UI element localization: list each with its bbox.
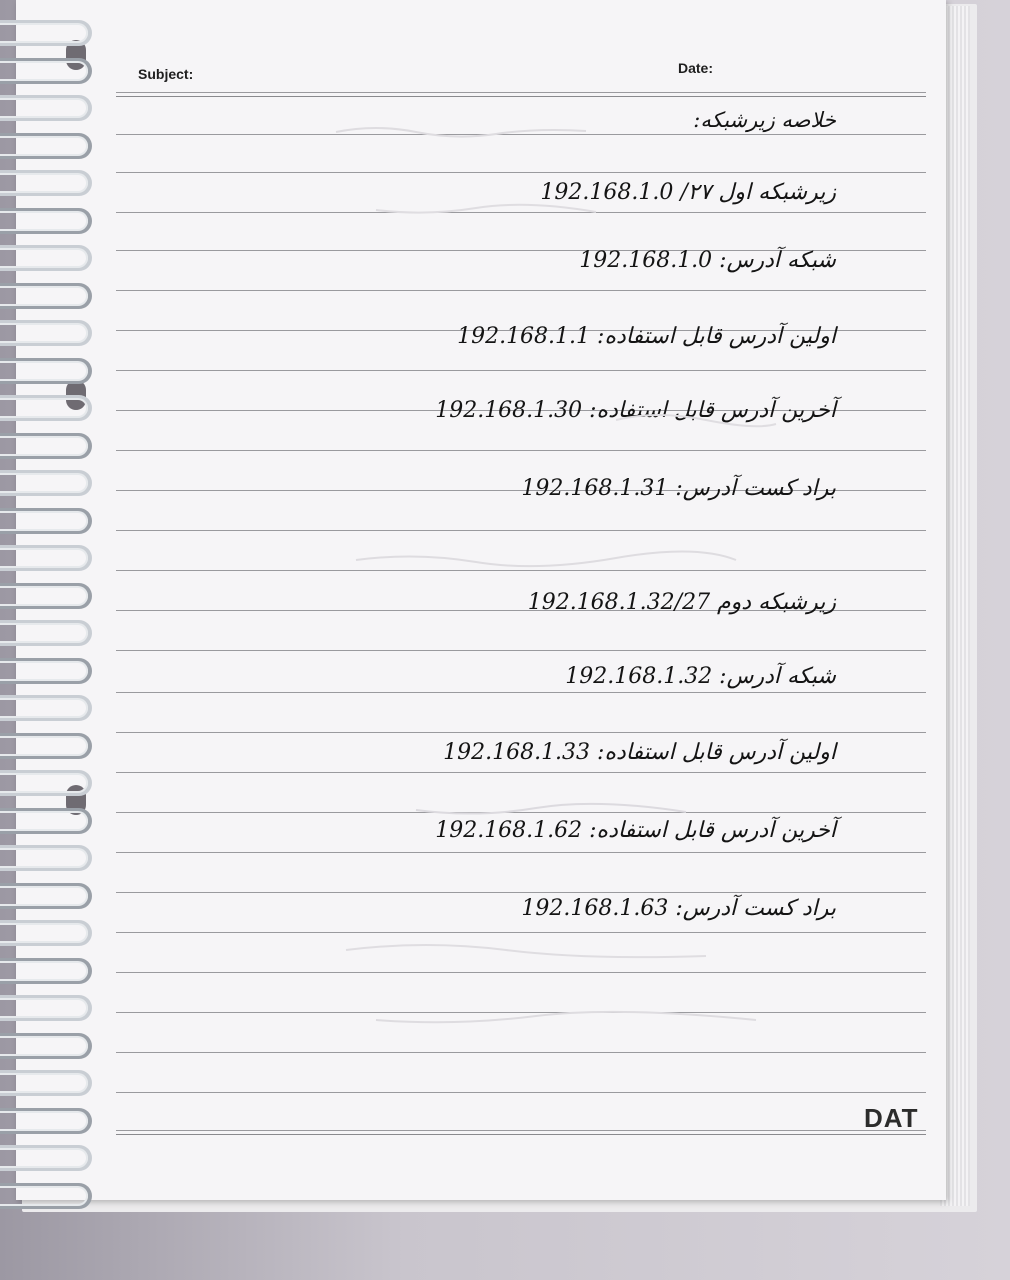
spiral-ring-highlight — [0, 286, 88, 306]
note-line: اولین آدرس قابل استفاده: 192.168.1.1 — [457, 324, 836, 349]
note-line: آخرین آدرس قابل استفاده: 192.168.1.30 — [435, 398, 836, 423]
spiral-ring-highlight — [0, 773, 88, 793]
note-line: زیرشبکه دوم 192.168.1.32/27 — [527, 590, 836, 615]
spiral-ring-highlight — [0, 1148, 88, 1168]
ruled-line — [116, 1092, 926, 1093]
spiral-ring-highlight — [0, 1186, 88, 1206]
spiral-ring-highlight — [0, 548, 88, 568]
note-line: براد کست آدرس: 192.168.1.63 — [521, 896, 836, 921]
note-line: شبکه آدرس: 192.168.1.0 — [579, 248, 836, 273]
footer-rule — [116, 1130, 926, 1131]
spiral-ring-highlight — [0, 248, 88, 268]
date-label: Date: — [678, 60, 714, 76]
note-line: زیرشبکه اول ۲۷/ 192.168.1.0 — [540, 180, 836, 205]
spiral-ring-highlight — [0, 323, 88, 343]
spiral-ring-highlight — [0, 1073, 88, 1093]
subject-label: Subject: — [138, 66, 194, 82]
spiral-ring-highlight — [0, 436, 88, 456]
spiral-ring-highlight — [0, 173, 88, 193]
spiral-ring-highlight — [0, 473, 88, 493]
spiral-ring-highlight — [0, 661, 88, 681]
spiral-ring-highlight — [0, 61, 88, 81]
spiral-ring-highlight — [0, 511, 88, 531]
spiral-ring-highlight — [0, 98, 88, 118]
spiral-ring-highlight — [0, 886, 88, 906]
spiral-ring-highlight — [0, 361, 88, 381]
spiral-ring-highlight — [0, 1036, 88, 1056]
spiral-ring-highlight — [0, 998, 88, 1018]
spiral-ring-highlight — [0, 23, 88, 43]
spiral-ring-highlight — [0, 961, 88, 981]
spiral-ring-highlight — [0, 623, 88, 643]
notes-title: خلاصه زیرشبکه: — [693, 108, 836, 132]
spiral-ring-highlight — [0, 848, 88, 868]
spiral-ring-highlight — [0, 586, 88, 606]
spiral-ring-highlight — [0, 923, 88, 943]
spiral-ring-highlight — [0, 736, 88, 756]
note-line: اولین آدرس قابل استفاده: 192.168.1.33 — [443, 740, 836, 765]
spiral-ring-highlight — [0, 698, 88, 718]
spiral-ring-highlight — [0, 136, 88, 156]
spiral-ring-highlight — [0, 811, 88, 831]
bleed-through-marks — [316, 120, 876, 1070]
note-line: شبکه آدرس: 192.168.1.32 — [565, 664, 836, 689]
spiral-ring-highlight — [0, 398, 88, 418]
brand-logo: DAT — [864, 1103, 919, 1133]
spiral-ring-highlight — [0, 211, 88, 231]
note-line: آخرین آدرس قابل استفاده: 192.168.1.62 — [435, 818, 836, 843]
notebook-page — [16, 0, 946, 1200]
spiral-ring-highlight — [0, 1111, 88, 1131]
note-line: براد کست آدرس: 192.168.1.31 — [521, 476, 836, 501]
header-rule — [116, 92, 926, 93]
